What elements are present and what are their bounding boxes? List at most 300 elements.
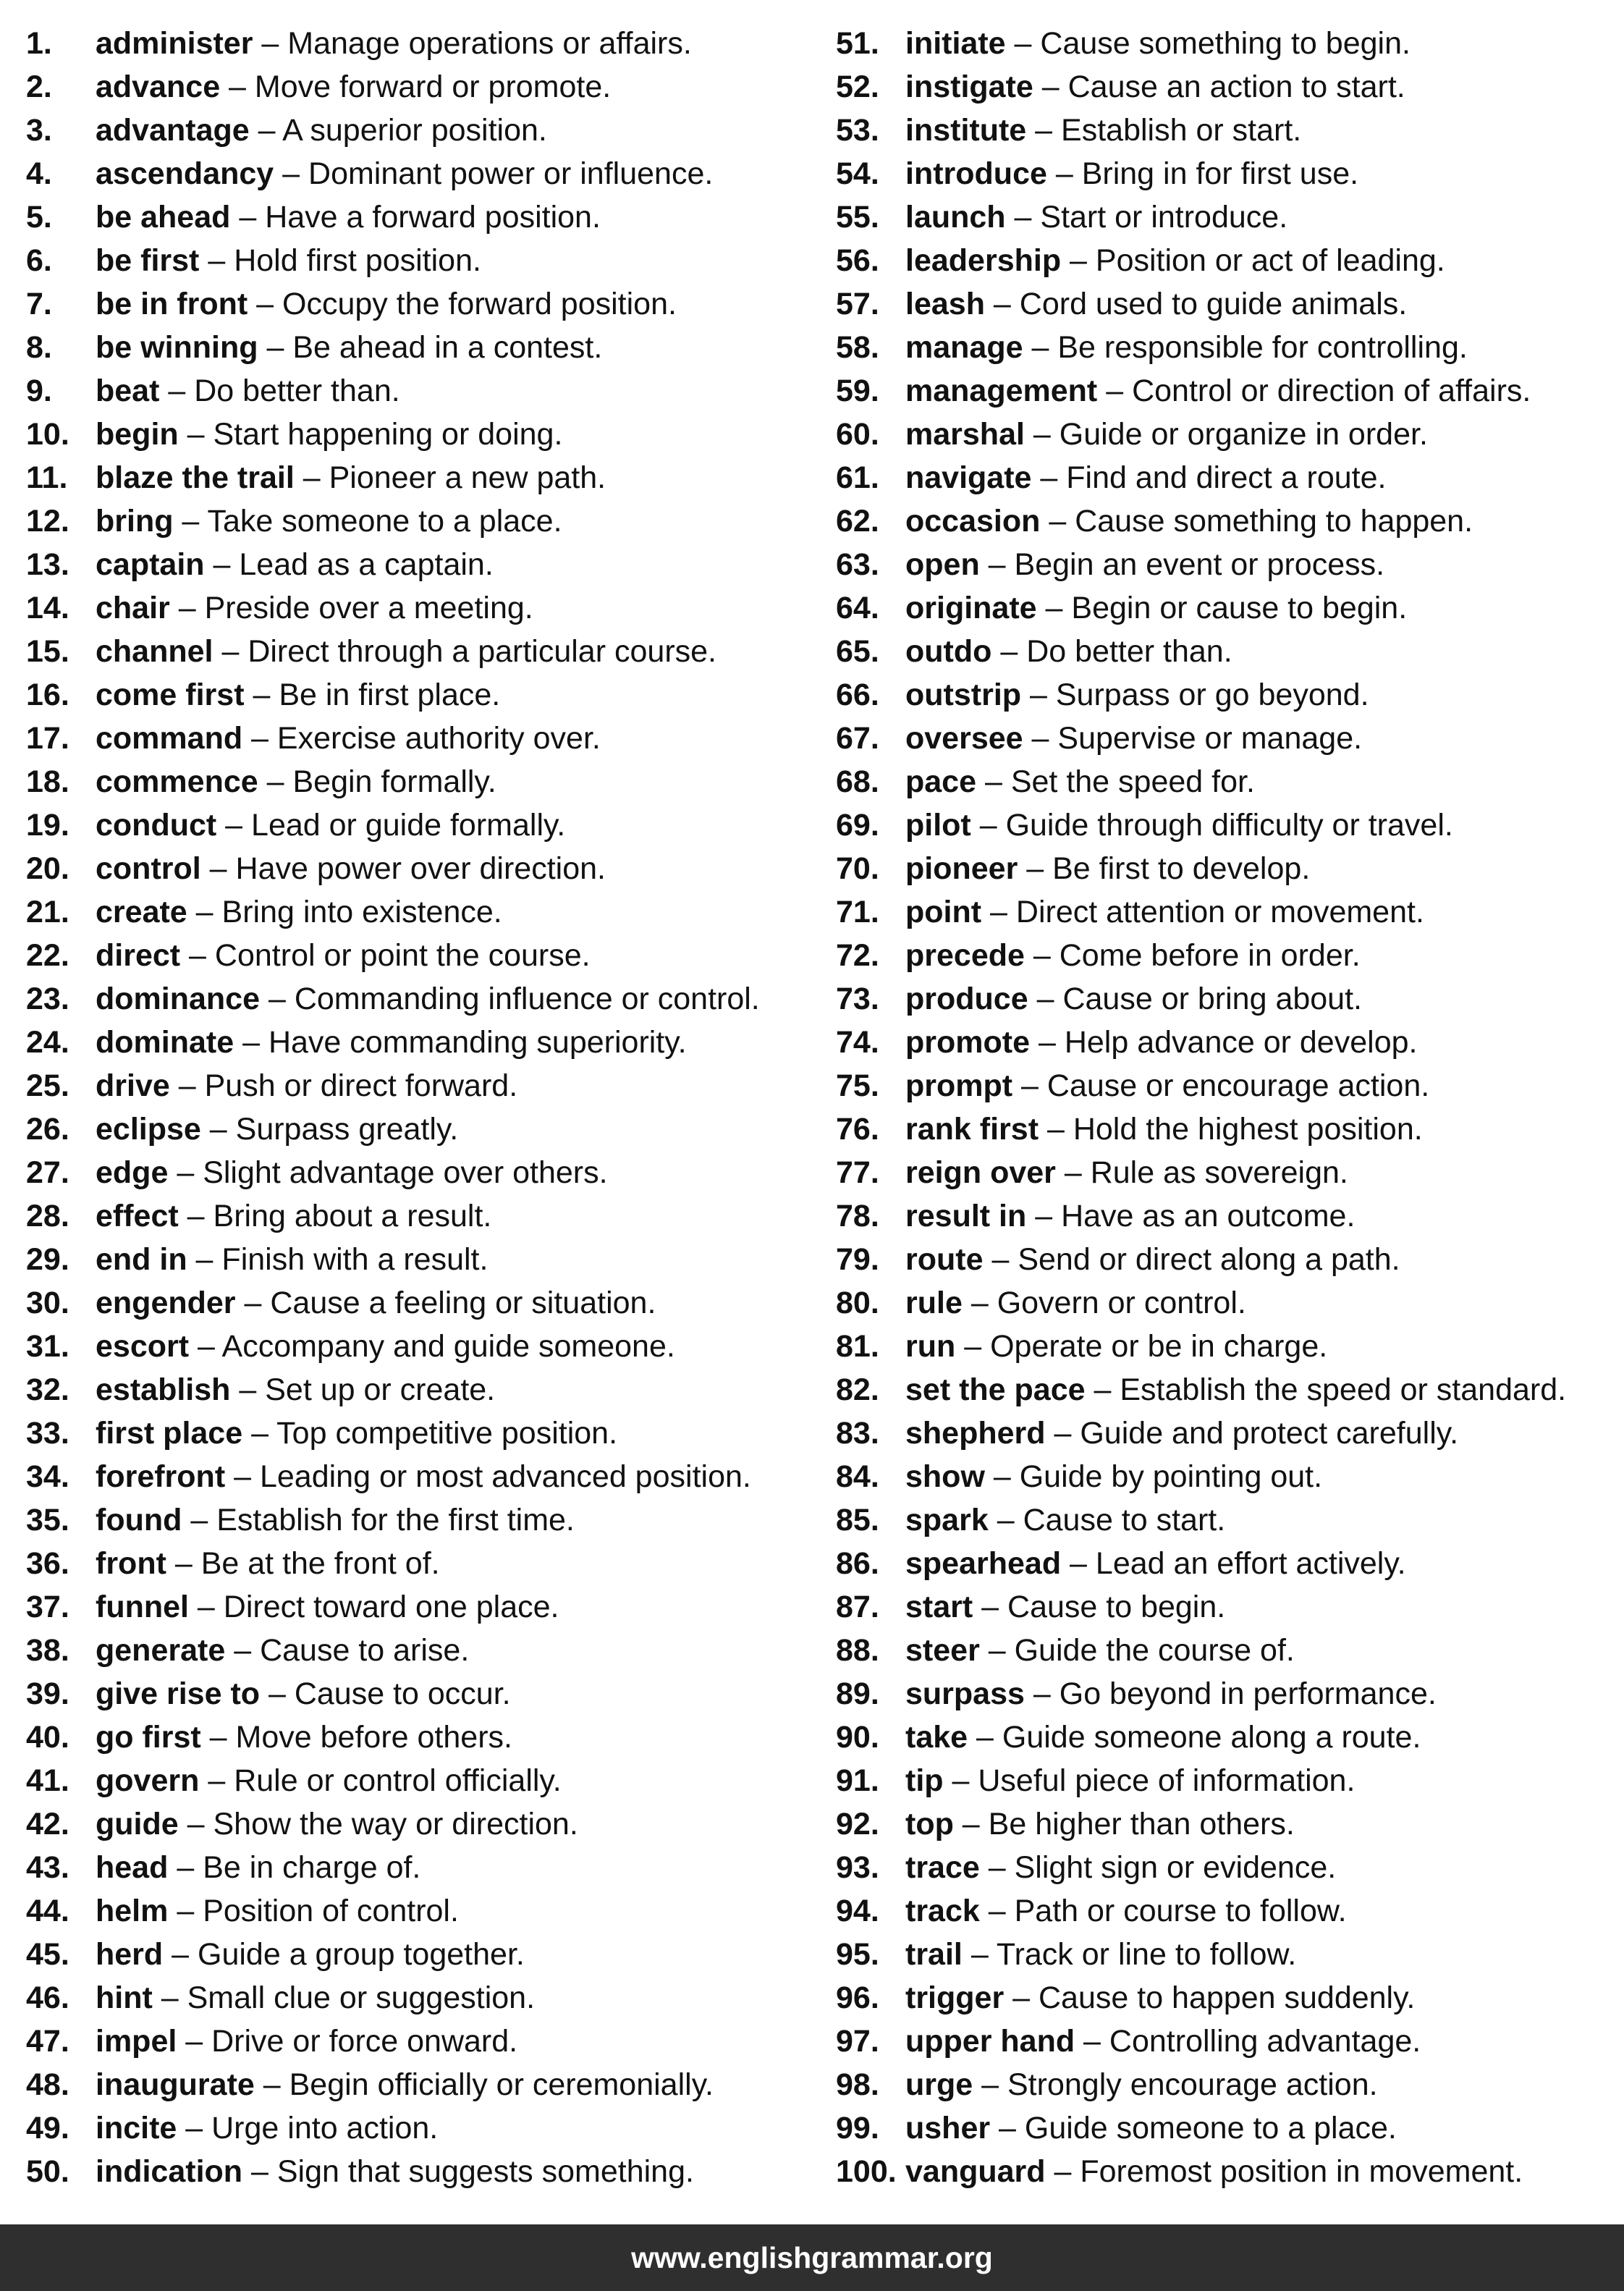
item-number: 45. [26,1937,69,1972]
list-item [836,1455,1624,1498]
item-number: 61. [836,460,879,495]
item-text: begin – Start happening or doing. [96,417,563,452]
list-item [836,890,1624,934]
item-term: pilot [905,808,971,843]
item-term: outdo [905,634,992,669]
list-item [26,239,822,282]
item-term: pace [905,764,977,799]
item-number: 9. [26,374,52,408]
list-item [26,1629,822,1672]
item-definition: Lead or guide formally. [251,808,566,843]
list-item [26,1064,822,1107]
item-number: 44. [26,1894,69,1928]
item-number: 31. [26,1329,69,1364]
item-text: route – Send or direct along a path. [905,1242,1400,1277]
item-text: trace – Slight sign or evidence. [905,1850,1337,1885]
item-number: 27. [26,1155,69,1190]
item-definition: Slight sign or evidence. [1014,1850,1337,1885]
item-term: generate [96,1633,226,1668]
footer-website-link[interactable]: www.englishgrammar.org [631,2240,993,2274]
item-text: tip – Useful piece of information. [905,1763,1356,1798]
item-text: funnel – Direct toward one place. [96,1590,559,1624]
item-definition: Guide the course of. [1014,1633,1295,1668]
item-term: bring [96,504,174,539]
item-term: outstrip [905,678,1022,712]
item-definition: Sign that suggests something. [276,2154,694,2189]
item-number: 93. [836,1850,879,1885]
list-item [836,1542,1624,1585]
list-item [26,1194,822,1238]
item-definition: Cause to happen suddenly. [1039,1980,1416,2015]
item-text: pilot – Guide through difficulty or travel. [905,808,1453,843]
list-item [836,1629,1624,1672]
item-definition: Cause or bring about. [1062,982,1362,1016]
item-term: advantage [96,113,250,148]
item-number: 53. [836,113,879,148]
list-item [26,1759,822,1802]
list-item [836,760,1624,803]
item-number: 39. [26,1676,69,1711]
footer-bar [0,2224,1624,2291]
item-definition: Commanding influence or control. [294,982,760,1016]
item-term: chair [96,591,170,625]
item-term: begin [96,417,179,452]
item-term: trail [905,1937,963,1972]
item-text: beat – Do better than. [96,374,400,408]
item-number: 52. [836,69,879,104]
list-item [836,1889,1624,1933]
item-term: come first [96,678,245,712]
list-item [836,1498,1624,1542]
item-text: reign over – Rule as sovereign. [905,1155,1348,1190]
list-item [836,2020,1624,2063]
item-term: pioneer [905,851,1018,886]
list-item [26,499,822,543]
item-term: leadership [905,243,1062,278]
item-number: 2. [26,69,52,104]
item-term: blaze the trail [96,460,295,495]
item-definition: Start happening or doing. [213,417,563,452]
item-text: ascendancy – Dominant power or influence. [96,156,714,191]
list-item [26,1325,822,1368]
list-item [836,1759,1624,1802]
item-definition: Direct toward one place. [223,1590,559,1624]
item-term: promote [905,1025,1030,1060]
list-item [26,1976,822,2020]
item-term: spearhead [905,1546,1062,1581]
item-definition: Cause something to begin. [1040,26,1411,61]
item-number: 97. [836,2024,879,2059]
item-definition: Control or point the course. [214,938,591,973]
item-number: 28. [26,1199,69,1233]
item-term: spark [905,1503,989,1537]
item-term: manage [905,330,1023,365]
list-item [26,65,822,109]
item-definition: Rule as sovereign. [1090,1155,1348,1190]
item-text: come first – Be in first place. [96,678,501,712]
item-term: leash [905,287,985,321]
item-term: instigate [905,69,1033,104]
item-definition: Leading or most advanced position. [259,1459,751,1494]
item-text: upper hand – Controlling advantage. [905,2024,1421,2059]
item-text: take – Guide someone along a route. [905,1720,1421,1755]
item-term: incite [96,2111,177,2146]
item-text: create – Bring into existence. [96,895,502,929]
item-term: end in [96,1242,187,1277]
item-term: drive [96,1068,170,1103]
item-term: commence [96,764,258,799]
list-item [26,630,822,673]
item-term: steer [905,1633,980,1668]
item-text: hint – Small clue or suggestion. [96,1980,536,2015]
item-term: shepherd [905,1416,1046,1451]
item-definition: Surpass greatly. [235,1112,459,1147]
item-text: front – Be at the front of. [96,1546,440,1581]
item-term: effect [96,1199,179,1233]
item-number: 48. [26,2067,69,2102]
item-term: eclipse [96,1112,201,1147]
item-number: 81. [836,1329,879,1364]
item-term: trace [905,1850,980,1885]
item-number: 86. [836,1546,879,1581]
item-term: show [905,1459,985,1494]
item-definition: Accompany and guide someone. [221,1329,675,1364]
list-item [26,326,822,369]
list-item [836,109,1624,152]
item-term: direct [96,938,181,973]
list-item [26,22,822,65]
item-term: go first [96,1720,201,1755]
item-text: eclipse – Surpass greatly. [96,1112,459,1147]
item-term: route [905,1242,984,1277]
item-text: captain – Lead as a captain. [96,547,494,582]
item-definition: Position of control. [203,1894,459,1928]
list-item [26,1368,822,1412]
item-definition: Guide and protect carefully. [1080,1416,1459,1451]
item-term: escort [96,1329,190,1364]
item-term: prompt [905,1068,1013,1103]
list-item [836,673,1624,717]
item-definition: Track or line to follow. [996,1937,1297,1972]
item-term: tip [905,1763,944,1798]
item-text: prompt – Cause or encourage action. [905,1068,1430,1103]
item-text: command – Exercise authority over. [96,721,601,756]
item-term: result in [905,1199,1027,1233]
item-number: 85. [836,1503,879,1537]
list-item [26,369,822,413]
item-text: run – Operate or be in charge. [905,1329,1328,1364]
item-text: be first – Hold first position. [96,243,481,278]
item-text: channel – Direct through a particular course. [96,634,716,669]
item-number: 5. [26,200,52,235]
item-number: 15. [26,634,69,669]
list-item [836,630,1624,673]
list-item [26,1542,822,1585]
item-definition: Be higher than others. [988,1807,1295,1841]
list-item [836,1325,1624,1368]
item-term: herd [96,1937,164,1972]
item-term: upper hand [905,2024,1075,2059]
item-definition: Be in charge of. [203,1850,421,1885]
item-definition: Control or direction of affairs. [1132,374,1531,408]
item-number: 19. [26,808,69,843]
item-definition: Occupy the forward position. [282,287,677,321]
item-definition: Show the way or direction. [213,1807,578,1841]
item-number: 68. [836,764,879,799]
list-item [836,977,1624,1021]
item-number: 26. [26,1112,69,1147]
item-definition: Small clue or suggestion. [187,1980,536,2015]
item-text: advantage – A superior position. [96,113,547,148]
item-term: be winning [96,330,258,365]
list-item [836,1976,1624,2020]
item-text: originate – Begin or cause to begin. [905,591,1408,625]
item-text: shepherd – Guide and protect carefully. [905,1416,1459,1451]
item-text: oversee – Supervise or manage. [905,721,1363,756]
item-term: inaugurate [96,2067,255,2102]
item-number: 43. [26,1850,69,1885]
list-item [836,1107,1624,1151]
list-item [26,934,822,977]
item-text: spark – Cause to start. [905,1503,1226,1537]
item-text: show – Guide by pointing out. [905,1459,1323,1494]
item-number: 32. [26,1372,69,1407]
item-number: 25. [26,1068,69,1103]
item-definition: Have commanding superiority. [268,1025,687,1060]
item-text: set the pace – Establish the speed or standard. [905,1372,1567,1407]
item-definition: Begin formally. [292,764,496,799]
item-definition: Set the speed for. [1010,764,1255,799]
item-number: 20. [26,851,69,886]
item-definition: Cause to start. [1023,1503,1226,1537]
item-definition: Push or direct forward. [204,1068,518,1103]
list-item [26,2063,822,2106]
item-text: start – Cause to begin. [905,1590,1226,1624]
list-item [26,1846,822,1889]
list-item [836,195,1624,239]
item-number: 17. [26,721,69,756]
item-number: 34. [26,1459,69,1494]
item-definition: Top competitive position. [276,1416,618,1451]
item-text: administer – Manage operations or affairs. [96,26,692,61]
item-definition: Slight advantage over others. [203,1155,608,1190]
item-term: usher [905,2111,991,2146]
item-text: commence – Begin formally. [96,764,496,799]
item-text: institute – Establish or start. [905,113,1302,148]
list-item [26,195,822,239]
item-text: track – Path or course to follow. [905,1894,1347,1928]
item-definition: Take someone to a place. [207,504,562,539]
item-number: 38. [26,1633,69,1668]
item-number: 23. [26,982,69,1016]
item-term: dominate [96,1025,234,1060]
item-text: leash – Cord used to guide animals. [905,287,1408,321]
list-item [836,543,1624,586]
item-text: be ahead – Have a forward position. [96,200,601,235]
item-number: 66. [836,678,879,712]
item-definition: Cause to begin. [1007,1590,1226,1624]
list-item [836,1585,1624,1629]
item-text: pace – Set the speed for. [905,764,1255,799]
item-definition: Establish the speed or standard. [1120,1372,1567,1407]
item-text: point – Direct attention or movement. [905,895,1424,929]
item-text: urge – Strongly encourage action. [905,2067,1378,2102]
list-item [836,1802,1624,1846]
item-definition: Move before others. [235,1720,512,1755]
item-text: vanguard – Foremost position in movement. [905,2154,1523,2189]
item-number: 72. [836,938,879,973]
item-term: first place [96,1416,243,1451]
item-definition: Move forward or promote. [254,69,612,104]
item-number: 50. [26,2154,69,2189]
list-item [836,1281,1624,1325]
item-text: trigger – Cause to happen suddenly. [905,1980,1416,2015]
item-definition: Rule or control officially. [234,1763,562,1798]
item-number: 89. [836,1676,879,1711]
list-item [26,1281,822,1325]
item-term: engender [96,1286,236,1320]
item-text: advance – Move forward or promote. [96,69,612,104]
list-item [836,586,1624,630]
item-definition: Position or act of leading. [1095,243,1445,278]
item-term: occasion [905,504,1041,539]
list-item [26,2020,822,2063]
item-number: 22. [26,938,69,973]
item-text: first place – Top competitive position. [96,1416,618,1451]
item-term: take [905,1720,968,1755]
list-item [26,760,822,803]
list-item [26,1238,822,1281]
list-item [26,413,822,456]
item-term: head [96,1850,169,1885]
item-definition: Surpass or go beyond. [1055,678,1369,712]
word-list [0,22,1624,2193]
list-item [26,977,822,1021]
item-number: 74. [836,1025,879,1060]
item-definition: Guide by pointing out. [1019,1459,1323,1494]
list-item [26,1151,822,1194]
item-number: 58. [836,330,879,365]
item-definition: Dominant power or influence. [308,156,714,191]
item-number: 98. [836,2067,879,2102]
item-number: 10. [26,417,69,452]
item-definition: Preside over a meeting. [204,591,533,625]
item-text: found – Establish for the first time. [96,1503,575,1537]
item-number: 77. [836,1155,879,1190]
item-definition: Pioneer a new path. [329,460,606,495]
item-text: rule – Govern or control. [905,1286,1246,1320]
item-number: 16. [26,678,69,712]
list-item [26,1498,822,1542]
list-item [26,1933,822,1976]
item-definition: Foremost position in movement. [1080,2154,1523,2189]
item-text: effect – Bring about a result. [96,1199,492,1233]
list-item [26,152,822,195]
item-number: 42. [26,1807,69,1841]
item-term: forefront [96,1459,226,1494]
item-text: end in – Finish with a result. [96,1242,489,1277]
item-number: 57. [836,287,879,321]
list-item [26,1802,822,1846]
item-term: top [905,1807,954,1841]
item-number: 24. [26,1025,69,1060]
item-text: navigate – Find and direct a route. [905,460,1387,495]
item-number: 1. [26,26,52,61]
item-definition: Useful piece of information. [978,1763,1356,1798]
item-number: 46. [26,1980,69,2015]
list-item [26,1716,822,1759]
list-item [26,1412,822,1455]
list-item [836,1846,1624,1889]
item-number: 59. [836,374,879,408]
item-definition: Have as an outcome. [1061,1199,1356,1233]
item-term: establish [96,1372,231,1407]
item-term: be ahead [96,200,231,235]
item-definition: Guide a group together. [198,1937,525,1972]
list-item [836,239,1624,282]
item-number: 63. [836,547,879,582]
item-term: urge [905,2067,973,2102]
item-text: guide – Show the way or direction. [96,1807,578,1841]
item-number: 18. [26,764,69,799]
item-text: indication – Sign that suggests something. [96,2154,694,2189]
list-item [26,717,822,760]
item-term: edge [96,1155,169,1190]
list-item [836,22,1624,65]
item-definition: A superior position. [282,113,547,148]
item-number: 90. [836,1720,879,1755]
item-definition: Govern or control. [997,1286,1246,1320]
item-number: 30. [26,1286,69,1320]
list-item [836,1716,1624,1759]
item-number: 82. [836,1372,879,1407]
list-item [26,1107,822,1151]
item-text: dominance – Commanding influence or control. [96,982,760,1016]
item-definition: Lead an effort actively. [1095,1546,1406,1581]
item-text: manage – Be responsible for controlling. [905,330,1468,365]
item-definition: Cord used to guide animals. [1019,287,1408,321]
list-item [836,2063,1624,2106]
item-term: be first [96,243,200,278]
item-number: 37. [26,1590,69,1624]
word-list-column-left [26,22,822,2193]
item-term: hint [96,1980,153,2015]
item-text: control – Have power over direction. [96,851,606,886]
list-item [26,586,822,630]
item-number: 14. [26,591,69,625]
item-number: 94. [836,1894,879,1928]
item-term: launch [905,200,1006,235]
item-text: bring – Take someone to a place. [96,504,562,539]
list-item [26,543,822,586]
item-text: steer – Guide the course of. [905,1633,1295,1668]
item-term: institute [905,113,1027,148]
list-item [836,326,1624,369]
list-item [836,2150,1624,2193]
item-definition: Help advance or develop. [1064,1025,1418,1060]
item-term: navigate [905,460,1032,495]
item-number: 79. [836,1242,879,1277]
item-definition: Begin an event or process. [1014,547,1385,582]
item-definition: Begin or cause to begin. [1071,591,1408,625]
item-term: front [96,1546,166,1581]
item-definition: Cause to arise. [260,1633,470,1668]
item-text: marshal – Guide or organize in order. [905,417,1428,452]
list-item [836,1933,1624,1976]
item-definition: Guide through difficulty or travel. [1005,808,1453,843]
item-number: 75. [836,1068,879,1103]
item-text: usher – Guide someone to a place. [905,2111,1397,2146]
